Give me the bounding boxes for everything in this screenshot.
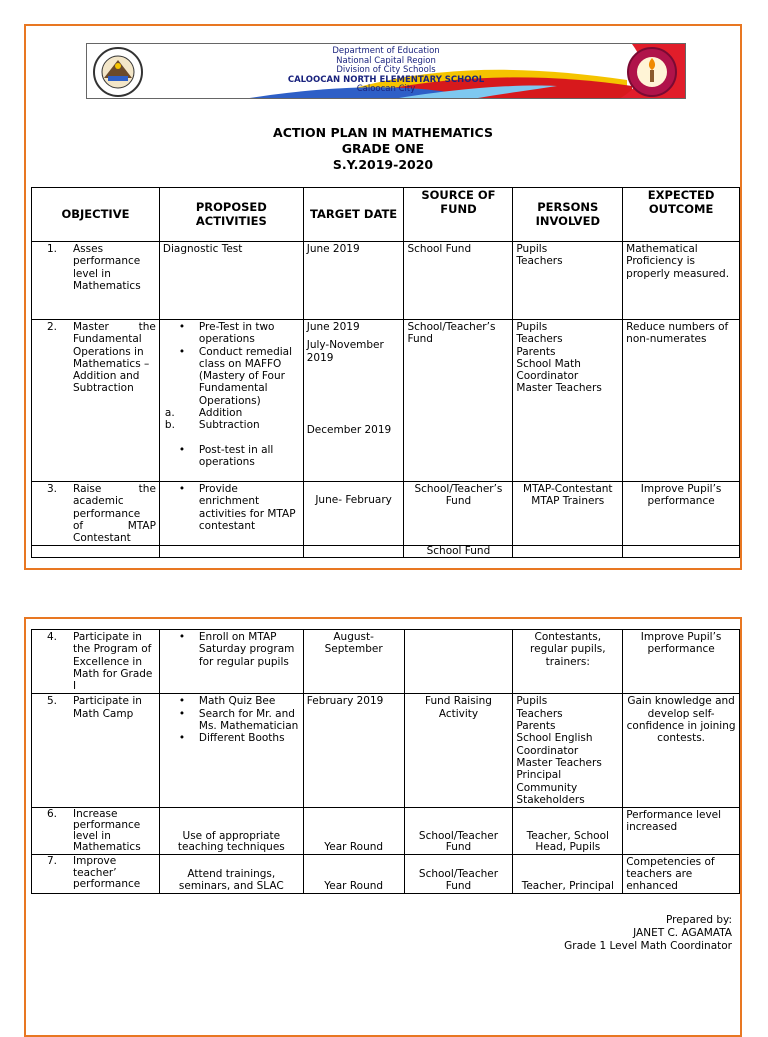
target-date-cell: June- February [303, 482, 404, 546]
person-item: Pupils [516, 321, 548, 333]
person-item: School English Coordinator [516, 732, 593, 757]
person-item: Pupils [516, 695, 548, 708]
person-item: Teachers [516, 255, 563, 268]
title-line-3: S.Y.2019-2020 [332, 157, 434, 172]
person-item: Master Teachers [516, 756, 602, 769]
table-row [32, 242, 740, 320]
objective-text: performance [73, 507, 141, 520]
title-line-1: ACTION PLAN IN MATHEMATICS [273, 125, 493, 140]
outcome-cell: Reduce numbers of non-numerates [623, 320, 740, 482]
table-header-row [32, 188, 740, 242]
activity-item: • Pre-Test in two operations [163, 321, 300, 346]
preparer-name: JANET C. AGAMATA [633, 927, 732, 939]
row-number: 6. [47, 808, 58, 821]
fund-cell: School/Teacher’s Fund [404, 482, 513, 546]
target-date: December 2019 [306, 423, 392, 436]
fund-cell: School/Teacher Fund [404, 808, 513, 855]
table-row [32, 808, 740, 855]
persons-cell [513, 694, 623, 808]
objective-cell [32, 630, 160, 694]
row-number: 5. [47, 695, 58, 708]
table-row [32, 855, 740, 894]
banner-region: National Capital Region [336, 55, 436, 66]
persons-cell: Teacher, School Head, Pupils [513, 808, 623, 855]
target-date-cell: August-September [303, 630, 404, 694]
fund-cell: Fund Raising Activity [404, 694, 513, 808]
school-header-banner [86, 43, 686, 99]
person-item: Community Stakeholders [516, 781, 585, 806]
outcome-cell: Mathematical Proficiency is properly measured. [623, 242, 740, 320]
objective-text: Participate in the Program of Excellence in Math for Grade I [73, 631, 153, 693]
action-plan-table-continued [31, 629, 740, 894]
preparer-position: Grade 1 Level Math Coordinator [564, 940, 732, 952]
persons-cell: Contestants, regular pupils, trainers: [513, 630, 623, 694]
row-number: 2. [47, 321, 58, 333]
document-page-1 [24, 24, 742, 570]
banner-city: Caloocan City [356, 84, 416, 95]
table-row [32, 630, 740, 694]
activity-item: • Provide enrichment activities for MTAP contestant [163, 483, 300, 532]
sub-item-key: a. [164, 407, 175, 420]
outcome-cell: Improve Pupil’s performance [623, 630, 740, 694]
prepared-by-label: Prepared by: [666, 914, 732, 926]
header-source-of-fund: SOURCE OF FUND [404, 188, 513, 242]
persons-cell [513, 242, 623, 320]
title-line-2: GRADE ONE [341, 141, 425, 156]
persons-cell [513, 320, 623, 482]
activity-item: • Math Quiz Bee [163, 695, 300, 707]
person-item: Principal [516, 769, 562, 782]
persons-cell [513, 482, 623, 546]
person-item: Pupils [516, 243, 548, 255]
person-item: MTAP Trainers [531, 495, 605, 508]
prepared-by-block [564, 914, 732, 953]
persons-cell: Teacher, Principal [513, 855, 623, 894]
objective-text: Contestant [73, 532, 131, 545]
header-persons-involved: PERSONS INVOLVED [513, 188, 623, 242]
document-title [26, 125, 740, 173]
header-expected-outcome: EXPECTED OUTCOME [623, 188, 740, 242]
fund-cell: School/Teacher Fund [404, 855, 513, 894]
activity-item: • Conduct remedial class on MAFFO (Mastery of Four Fundamental Operations) [163, 346, 300, 407]
objective-text: of MTAP [73, 519, 156, 532]
objective-cell [32, 242, 160, 320]
outcome-cell: Performance level increased [623, 808, 740, 855]
target-date-cell: Year Round [303, 855, 404, 894]
fund-cell: School/Teacher’s Fund [404, 320, 513, 482]
objective-text: Improve teacher’ performance [73, 855, 141, 891]
banner-division: Division of City Schools [336, 65, 436, 76]
objective-cell [32, 482, 160, 546]
objective-cell [32, 808, 160, 855]
fund-cell [404, 630, 513, 694]
objective-cell [32, 694, 160, 808]
sub-item: Subtraction [198, 419, 260, 432]
activity-cell [159, 482, 303, 546]
outcome-cell: Improve Pupil’s performance [623, 482, 740, 546]
target-date-cell: June 2019 [303, 242, 404, 320]
target-date-cell: February 2019 [303, 694, 404, 808]
objective-text: Raise the [73, 483, 156, 495]
document-page-2 [24, 617, 742, 1037]
table-row [32, 482, 740, 546]
activity-cell: Attend trainings, seminars, and SLAC [159, 855, 303, 894]
target-date: June 2019 [306, 321, 360, 333]
table-row [32, 546, 740, 558]
activity-item: • Post-test in all operations [163, 444, 300, 469]
sub-item: Addition [198, 407, 243, 420]
person-item: Teachers [516, 333, 563, 346]
activity-cell: Use of appropriate teaching techniques [159, 808, 303, 855]
header-target-date: TARGET DATE [303, 188, 404, 242]
activity-item: • Different Booths [163, 732, 300, 744]
action-plan-table [31, 187, 740, 558]
sub-item-key: b. [164, 419, 175, 432]
target-date-cell: Year Round [303, 808, 404, 855]
activity-cell [159, 320, 303, 482]
person-item: Master Teachers [516, 382, 602, 395]
banner-school-name: CALOOCAN NORTH ELEMENTARY SCHOOL [287, 74, 485, 85]
person-item: Teachers [516, 707, 563, 720]
activity-cell [159, 694, 303, 808]
row-number: 7. [47, 855, 58, 868]
objective-text: academic [73, 495, 124, 508]
activity-cell [159, 630, 303, 694]
objective-cell [32, 320, 160, 482]
person-item: Parents [516, 720, 556, 733]
person-item: MTAP-Contestant [523, 483, 613, 495]
fund-cell: School Fund [404, 242, 513, 320]
objective-cell [32, 855, 160, 894]
activity-item: • Enroll on MTAP Saturday program for regular pupils [163, 631, 300, 668]
objective-text: Master the [73, 321, 156, 333]
outcome-cell: Competencies of teachers are enhanced [623, 855, 740, 894]
objective-text: Fundamental Operations in Mathematics – Addition and Subtraction [73, 333, 150, 395]
activity-cell: Diagnostic Test [159, 242, 303, 320]
activity-item: • Search for Mr. and Ms. Mathematician [163, 708, 300, 733]
table-row [32, 320, 740, 482]
row-number: 3. [47, 483, 58, 495]
objective-text: Increase performance level in Mathematics [73, 808, 141, 854]
fund-cell: School Fund [404, 546, 513, 558]
row-number: 1. [47, 243, 58, 255]
person-item: Parents [516, 345, 556, 358]
objective-text: Asses performance level in Mathematics [73, 243, 141, 292]
header-activities: PROPOSED ACTIVITIES [159, 188, 303, 242]
header-objective: OBJECTIVE [32, 188, 160, 242]
objective-text: Participate in Math Camp [73, 695, 142, 720]
table-row [32, 694, 740, 808]
row-number: 4. [47, 631, 58, 643]
target-date: July-November 2019 [306, 339, 384, 364]
banner-department: Department of Education [332, 46, 440, 56]
outcome-cell: Gain knowledge and develop self-confidence in joining contests. [623, 694, 740, 808]
target-date-cell [303, 320, 404, 482]
person-item: School Math Coordinator [516, 357, 581, 383]
